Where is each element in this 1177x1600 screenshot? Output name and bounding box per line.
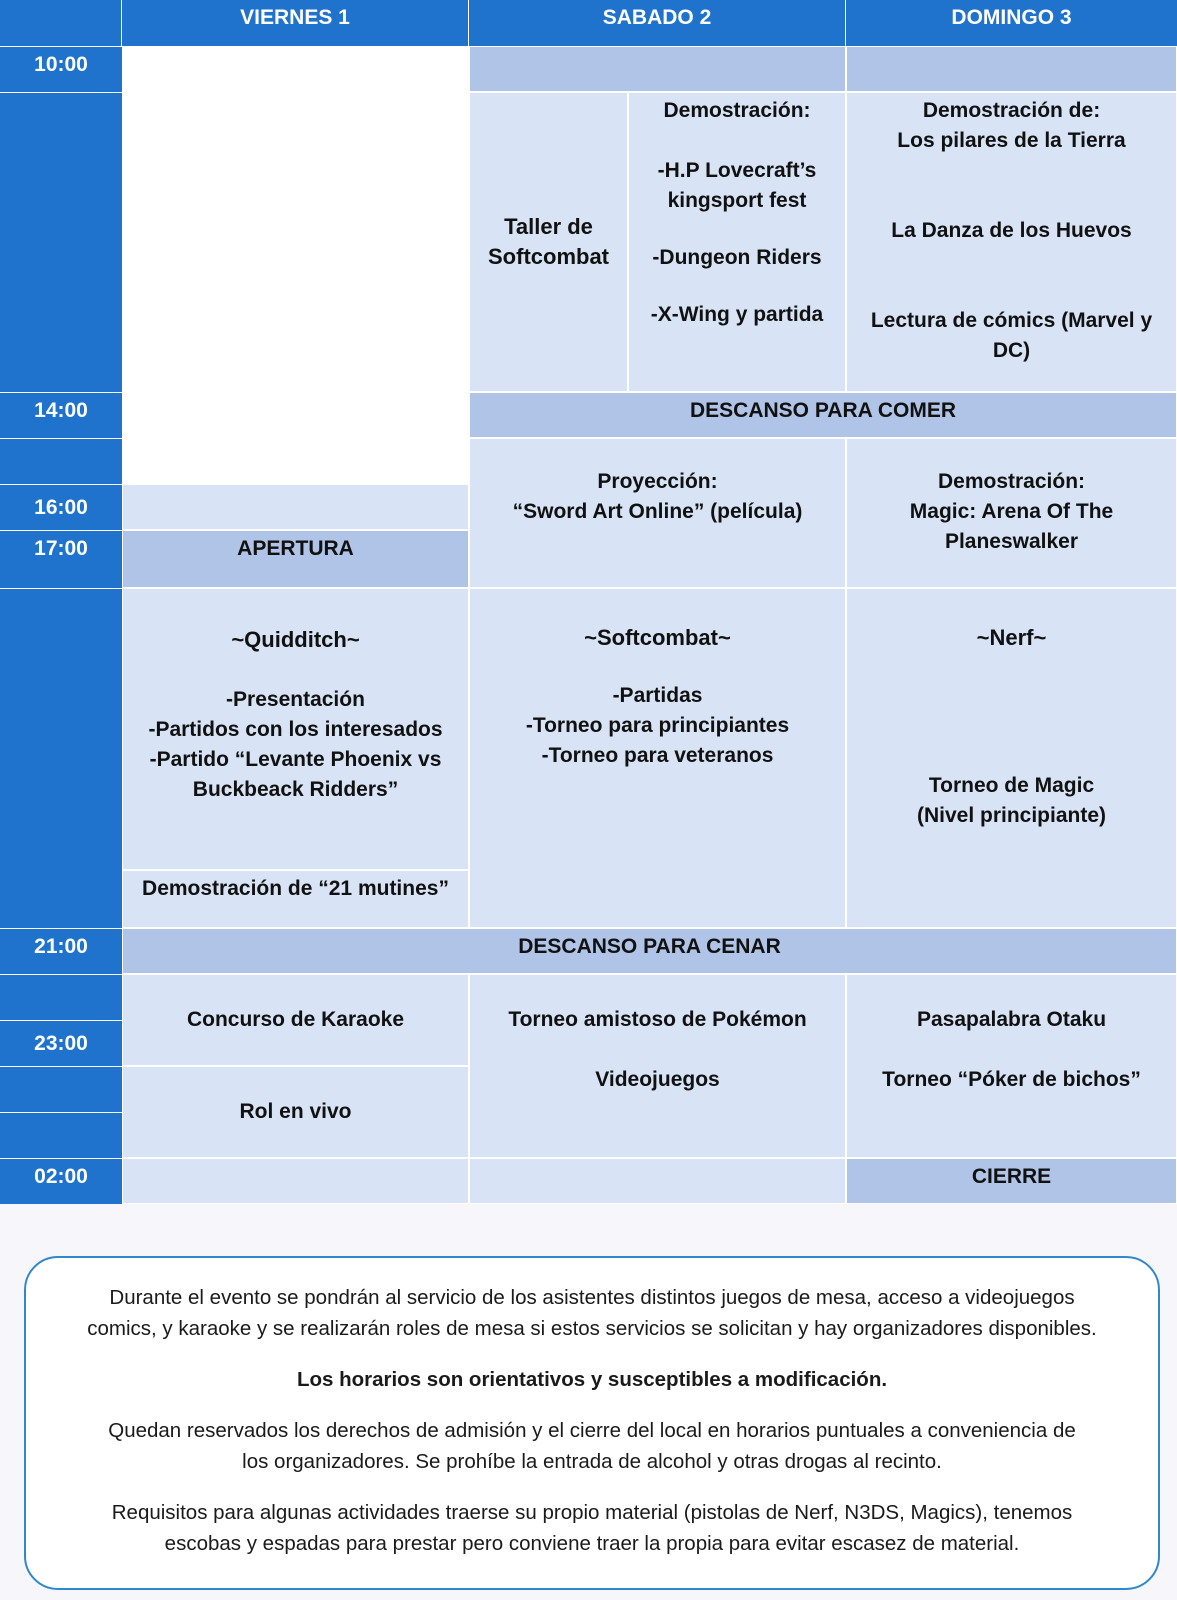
sabado-night-block [469, 974, 846, 1158]
time-label-1600: 16:00 [0, 484, 122, 530]
notes-services: Durante el evento se pondrán al servicio de los asistentes distintos juegos de mesa, acceso a videojuegos comics, y karaoke y se realizarán roles de mesa si estos servicios se solicitan y hay organizadores disponibles. [87, 1286, 1097, 1340]
time-label-1400: 14:00 [0, 392, 122, 438]
magic-tournament-level: (Nivel principiante) [916, 804, 1107, 827]
magic-demo-line: Magic: Arena Of The [909, 500, 1114, 523]
time-slot-blank [0, 974, 122, 1020]
domingo-1000-slot [846, 46, 1177, 92]
magic-demo-title: Demostración: [937, 470, 1086, 493]
videojuegos: Videojuegos [595, 1068, 720, 1091]
demo-item: -H.P Lovecraft’s [657, 159, 817, 182]
day-header-domingo: DOMINGO 3 [846, 0, 1177, 46]
time-slot-blank [0, 588, 122, 928]
domingo-magic-demo [846, 438, 1177, 588]
quidditch-item: -Partidos con los interesados [148, 718, 443, 741]
viernes-demo-21-mutines: Demostración de “21 mutines” [122, 870, 469, 928]
time-label-1700: 17:00 [0, 530, 122, 588]
quidditch-item: Buckbeack Ridders” [192, 778, 399, 801]
notes-box [24, 1256, 1160, 1590]
demo-item: Los pilares de la Tierra [897, 129, 1126, 152]
time-slot-blank [0, 438, 122, 484]
header-corner [0, 0, 122, 46]
notes-requirements: Requisitos para algunas actividades traerse su propio material (pistolas de Nerf, N3DS, Magics), tenemos escobas y espadas para prestar pero conviene traer la propia para evitar escasez de material. [111, 1501, 1073, 1555]
time-label-2100: 21:00 [0, 928, 122, 974]
viernes-quidditch-block [122, 588, 469, 870]
time-slot-blank [0, 92, 122, 392]
time-label-1000: 10:00 [0, 46, 122, 92]
viernes-empty-block [122, 46, 469, 484]
nerf-title: ~Nerf~ [976, 625, 1047, 650]
proyeccion-movie: “Sword Art Online” (película) [512, 500, 803, 523]
demo-item: -Dungeon Riders [652, 246, 822, 269]
softcombat-item: -Torneo para veteranos [541, 744, 774, 767]
softcombat-item: -Partidas [612, 684, 703, 707]
viernes-apertura: APERTURA [122, 530, 469, 588]
demo-item: -X-Wing y partida [650, 303, 824, 326]
domingo-nerf-block [846, 588, 1177, 928]
softcombat-title: ~Softcombat~ [584, 625, 731, 650]
quidditch-title: ~Quidditch~ [231, 627, 360, 652]
descanso-cenar: DESCANSO PARA CENAR [122, 928, 1177, 974]
taller-line: Taller de [504, 214, 593, 239]
sabado-1000-slot [469, 46, 846, 92]
domingo-night-block [846, 974, 1177, 1158]
viernes-rol-en-vivo: Rol en vivo [122, 1066, 469, 1158]
poker-de-bichos: Torneo “Póker de bichos” [882, 1068, 1141, 1091]
sabado-demostraciones [628, 92, 846, 392]
sabado-proyeccion [469, 438, 846, 588]
viernes-karaoke: Concurso de Karaoke [122, 974, 469, 1066]
demo-item: La Danza de los Huevos [891, 219, 1132, 242]
viernes-1600-slot [122, 484, 469, 530]
day-header-sabado: SABADO 2 [469, 0, 846, 46]
time-label-2300: 23:00 [0, 1020, 122, 1066]
domingo-demostraciones [846, 92, 1177, 392]
softcombat-item: -Torneo para principiantes [525, 714, 790, 737]
pokemon-tournament: Torneo amistoso de Pokémon [508, 1008, 807, 1031]
notes-disclaimer: Los horarios son orientativos y susceptibles a modificación. [296, 1368, 888, 1391]
notes-rights: Quedan reservados los derechos de admisión y el cierre del local en horarios puntuales a conveniencia de los organizadores. Se prohíbe la entrada de alcohol y otras drogas al recinto. [108, 1419, 1076, 1473]
cierre: CIERRE [846, 1158, 1177, 1204]
descanso-comer: DESCANSO PARA COMER [469, 392, 1177, 438]
time-label-0200: 02:00 [0, 1158, 122, 1204]
demo-title: Demostración: [663, 99, 811, 122]
demo-item: Lectura de cómics (Marvel y [870, 309, 1153, 332]
sabado-taller-softcombat [469, 92, 628, 392]
viernes-0200-slot [122, 1158, 469, 1204]
sabado-0200-slot [469, 1158, 846, 1204]
proyeccion-title: Proyección: [597, 470, 718, 493]
quidditch-item: -Partido “Levante Phoenix vs [149, 748, 442, 771]
taller-line: Softcombat [488, 244, 609, 269]
quidditch-item: -Presentación [226, 688, 365, 711]
magic-demo-line: Planeswalker [944, 530, 1079, 553]
magic-tournament: Torneo de Magic [928, 774, 1095, 797]
pasapalabra-otaku: Pasapalabra Otaku [916, 1008, 1107, 1031]
demo-item: kingsport fest [667, 189, 807, 212]
demo-item: DC) [992, 339, 1031, 362]
time-slot-blank [0, 1066, 122, 1112]
demo-title: Demostración de: [922, 99, 1101, 122]
sabado-softcombat-block [469, 588, 846, 928]
day-header-viernes: VIERNES 1 [122, 0, 469, 46]
time-slot-blank [0, 1112, 122, 1158]
